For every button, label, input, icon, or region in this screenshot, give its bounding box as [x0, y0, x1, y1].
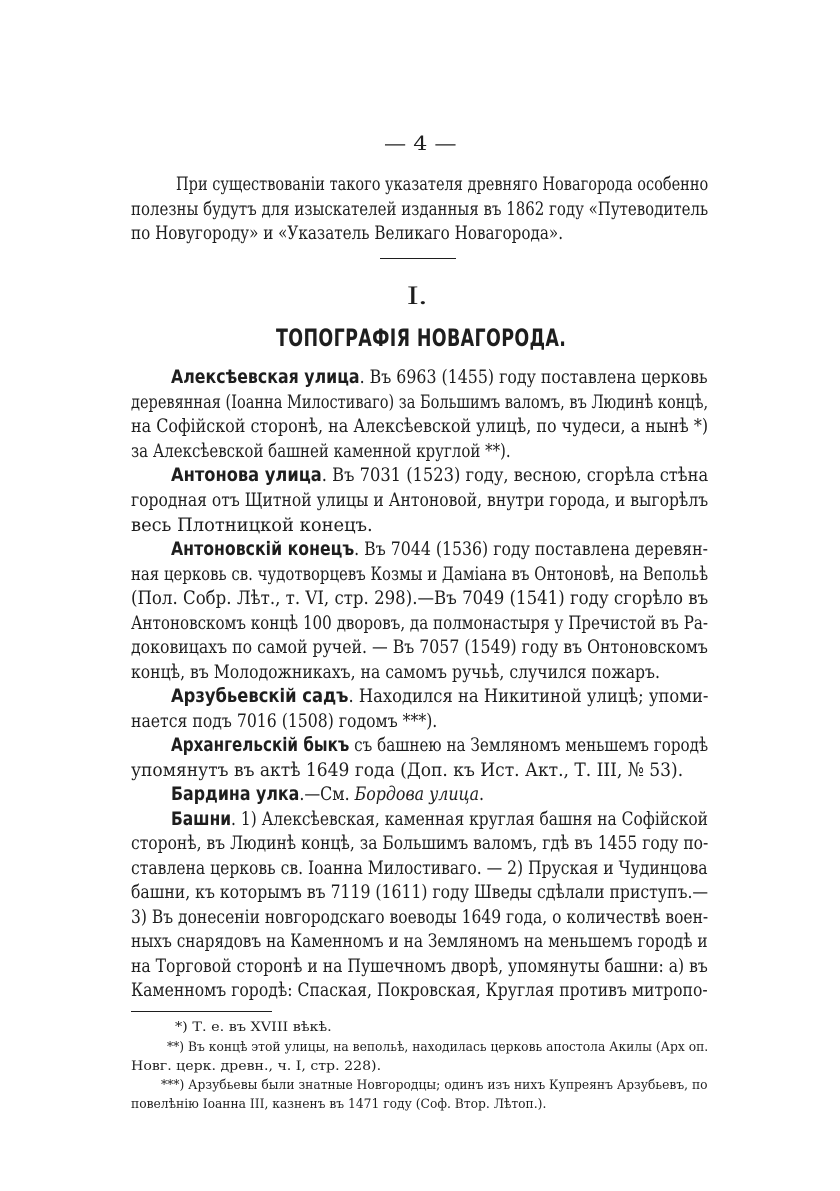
entry-line: 3) Въ донесеніи новгородскаго воеводы 1649 года, о количествѣ воен-	[131, 906, 709, 928]
entry-text: . Въ 7031 (1523) году, весною, сгорѣла стѣна	[321, 464, 709, 486]
entry-term: Бардина улка	[171, 783, 300, 805]
entry-line: на Софійской сторонѣ, на Алексѣевской улицѣ, по чудеси, а нынѣ *)	[131, 415, 709, 437]
footnote: *) Т. е. въ XVIII вѣкѣ.	[175, 1020, 332, 1035]
entry-line: нается подъ 7016 (1508) годомъ ***).	[131, 710, 438, 732]
entry-line: на Торговой сторонѣ и на Пушечномъ дворѣ, упомянуты башни: а) въ	[131, 955, 708, 977]
entry-line: Антоновскомъ концѣ 100 дворовъ, да полмонастыря у Пречистой въ Ра-	[131, 612, 708, 634]
entry-term: Архангельскій быкъ	[171, 734, 350, 756]
footnote: ***) Арзубьевы были знатные Новгородцы; одинъ изъ нихъ Купреянъ Арзубьевъ, по	[161, 1078, 708, 1093]
entry-term: Башни	[171, 808, 232, 830]
intro-line: по Новугороду» и «Указатель Великаго Новагорода».	[131, 222, 564, 244]
entry-line: упомянутъ въ актѣ 1649 года (Доп. къ Ист. Акт., Т. III, № 53).	[131, 759, 684, 781]
entry-line	[171, 464, 708, 486]
entry-term: Антоновскій конецъ	[171, 538, 355, 560]
entry-line: сторонѣ, въ Людинѣ концѣ, за Большимъ валомъ, гдѣ въ 1455 году по-	[131, 832, 709, 854]
entry-line	[171, 366, 708, 388]
footnote-divider	[131, 1011, 272, 1012]
intro-line: При существованіи такого указателя древняго Новагорода особенно	[176, 173, 709, 195]
entry-term: Антонова улица	[171, 464, 322, 486]
entry-term: Арзубьевскій садъ	[171, 685, 349, 707]
page-number: — 4 —	[384, 131, 457, 155]
footnote: Новг. церк. древн., ч. I, стр. 228).	[131, 1059, 382, 1074]
section-divider	[380, 258, 456, 259]
entry-line: Каменномъ городѣ: Спаская, Покровская, Круглая противъ митропо-	[131, 979, 708, 1001]
entry-line: за Алексѣевской башней каменной круглой **).	[131, 440, 511, 462]
entry-text: . 1) Алексѣевская, каменная круглая башня на Софійской	[231, 808, 708, 830]
entry-line: ная церковь св. чудотворцевъ Козмы и Даміана въ Онтоновѣ, на Вепольѣ	[131, 563, 709, 585]
entry-line	[171, 685, 708, 707]
entry-line	[171, 783, 484, 805]
entry-term: Алексѣевская улица	[171, 366, 360, 388]
entry-line: весь Плотницкой конецъ.	[131, 514, 373, 536]
section-title: ТОПОГРАФІЯ НОВАГОРОДА.	[276, 324, 567, 352]
entry-line	[171, 538, 708, 560]
section-number: I.	[407, 281, 428, 310]
footnote: повелѣнію Іоанна III, казненъ въ 1471 году (Соф. Втор. Лѣтоп.).	[131, 1097, 547, 1112]
entry-line	[171, 808, 708, 830]
entry-line: деревянная (Іоанна Милостиваго) за Большимъ валомъ, въ Людинѣ концѣ,	[131, 391, 709, 413]
entry-text: съ башнею на Земляномъ меньшемъ городѣ	[349, 734, 709, 756]
entry-line: ныхъ снарядовъ на Каменномъ и на Земляномъ на меньшемъ городѣ и	[131, 930, 708, 952]
entry-line: доковицахъ по самой ручей. — Въ 7057 (1549) году въ Онтоновскомъ	[131, 636, 708, 658]
entry-text: .	[479, 783, 485, 805]
entry-line: башни, къ которымъ въ 7119 (1611) году Шведы сдѣлали приступъ.—	[131, 881, 709, 903]
entry-line: ставлена церковь св. Іоанна Милостиваго. — 2) Пруская и Чудинцова	[131, 857, 708, 879]
entry-text: . Находился на Никитиной улицѣ; упоми-	[348, 685, 709, 707]
footnote: **) Въ концѣ этой улицы, на вепольѣ, находилась церковь апостола Акилы (Арх оп.	[167, 1040, 709, 1055]
entry-text: . Въ 7044 (1536) году поставлена деревян-	[354, 538, 708, 560]
entry-line	[171, 734, 708, 756]
entry-line: городная отъ Щитной улицы и Антоновой, внутри города, и выгорѣлъ	[131, 489, 709, 511]
cross-reference: Бордова улица	[354, 783, 480, 805]
entry-line: (Пол. Собр. Лѣт., т. VI, стр. 298).—Въ 7049 (1541) году сгорѣло въ	[131, 587, 709, 609]
intro-line: полезны будутъ для изыскателей изданныя въ 1862 году «Путеводитель	[131, 198, 709, 220]
entry-line: концѣ, въ Молодожникахъ, на самомъ ручьѣ, случился пожаръ.	[131, 661, 660, 683]
entry-text: . Въ 6963 (1455) году поставлена церковь	[359, 366, 708, 388]
entry-text: .—См.	[299, 783, 355, 805]
